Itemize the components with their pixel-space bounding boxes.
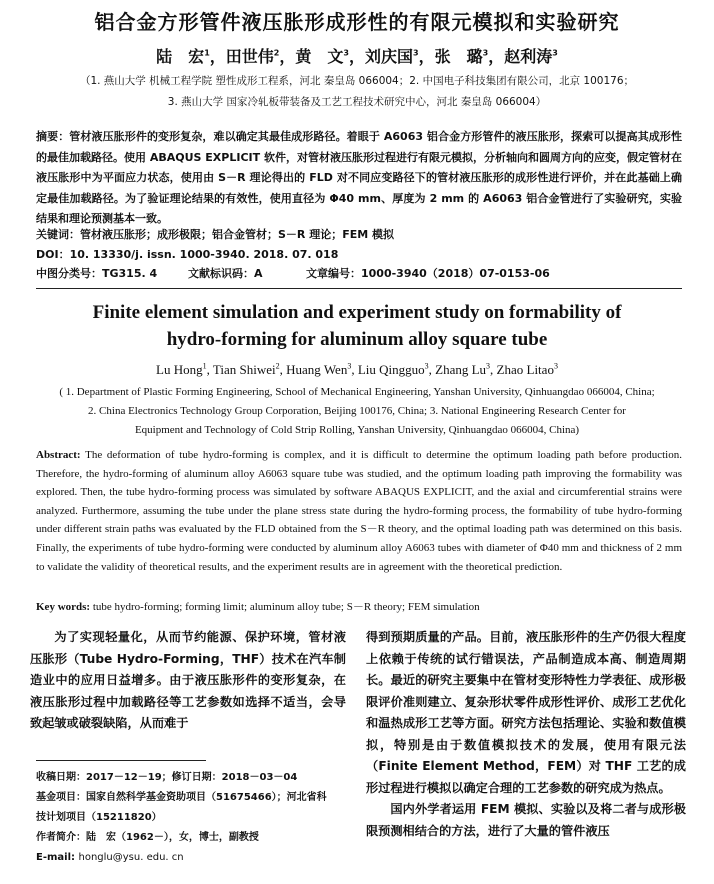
body-paragraph: 国内外学者运用 FEM 模拟、实验以及将二者与成形极限预测相结合的方法，进行了大量的管件液压 xyxy=(366,802,686,838)
author-affiliation-mark: 3 xyxy=(482,48,489,58)
en-abstract xyxy=(36,446,682,576)
footnote-divider xyxy=(36,760,206,761)
cn-keywords-label: 关键词： xyxy=(36,228,80,241)
footnote-email: honglu@ysu. edu. cn xyxy=(78,852,184,863)
cn-keywords-text: 管材液压胀形；成形极限；铝合金管材；S－R 理论；FEM 模拟 xyxy=(80,228,395,241)
author-separator: , xyxy=(351,362,358,377)
author-name: 黄 文 xyxy=(295,47,344,66)
author-name: 陆 宏 xyxy=(156,47,205,66)
cn-affiliation-line1: （1. 燕山大学 机械工程学院 塑性成形工程系，河北 秦皇岛 066004；2. 中国电子科技集团有限公司，北京 100176； xyxy=(79,75,635,87)
footnote-fund-line1: 基金项目：国家自然科学基金资助项目（51675466）；河北省科 xyxy=(36,792,327,803)
cn-abstract-text: 管材液压胀形件的变形复杂，难以确定其最佳成形路径。着眼于 A6063 铝合金方形管件的液压胀形，探索可以提高其成形性的最佳加载路径。使用 ABAQUS EXPLICIT 软件，对管材液压胀形过程进行有限元模拟，分析轴向和圆周方向的应变，假定管材在液压胀形中为平面应力状态，使用由 S－R 理论得出的 FLD 对不同应变路径下的管材液压胀形的成形性进行评价，并在此基础上确定最佳加载路径。为了验证理论结果的有效性，使用直径为 Φ40 mm、厚度为 2 mm 的 A6063 铝合金管进行了实验研究，实验结果和理论预测基本一致。 xyxy=(36,130,682,225)
author-separator: , xyxy=(490,362,497,377)
footnote-fund-line2: 技计划项目（15211820） xyxy=(36,812,162,823)
author-separator: ， xyxy=(348,47,365,66)
author-affiliation-mark: 3 xyxy=(343,48,349,58)
document-code: 文献标识码：A xyxy=(188,267,263,280)
author-affiliation-mark: 2 xyxy=(273,48,280,58)
author-affiliation-mark: 3 xyxy=(486,361,491,371)
author-name: Liu Qingguo xyxy=(357,362,425,377)
cn-keywords xyxy=(36,226,394,242)
en-title-line2: hydro-forming for aluminum alloy square tube xyxy=(166,329,548,350)
author-affiliation-mark: 1 xyxy=(204,48,210,58)
en-abstract-label: Abstract: xyxy=(36,449,81,461)
author-affiliation-mark: 3 xyxy=(413,48,419,58)
clc-number: 中图分类号：TG315. 4 xyxy=(36,267,158,280)
author-separator: , xyxy=(428,362,436,377)
doi: DOI：10. 13330/j. issn. 1000-3940. 2018. 07. 018 xyxy=(36,248,339,261)
en-affiliation-line1: ( 1. Department of Plastic Forming Engineering, School of Mechanical Engineering, Yanshan University, Qinhuangdao 066004, China; xyxy=(59,386,655,398)
author-separator: ， xyxy=(209,47,226,66)
cn-abstract-label: 摘要： xyxy=(36,130,70,143)
author-name: Tian Shiwei xyxy=(212,362,276,377)
author-affiliation-mark: 1 xyxy=(202,361,207,371)
cn-authors xyxy=(0,44,714,67)
author-name: Lu Hong xyxy=(156,362,203,377)
cn-abstract xyxy=(36,127,682,230)
article-number: 文章编号：1000-3940（2018）07-0153-06 xyxy=(306,267,550,280)
en-keywords xyxy=(36,598,682,617)
en-abstract-text: The deformation of tube hydro-forming is complex, and it is difficult to determine the optimum loading path before production. Therefore, the hydro-forming of aluminum alloy A6063 square tube was studied, and the optimum loading path improving the formability was explored. Then, the tube hydro-forming process was simulated by software ABAQUS EXPLICIT, and the axial and circumferential strains were analyzed. Furthermore, assuming the tube under the plane stress state during the hydro-forming process, the formability of tube hydro-forming under different strain paths was evaluated by the FLD obtained from the S－R theory, and the optimal loading path was determined on this basis. Finally, the experiments of tube hydro-forming were conducted by aluminum alloy A6063 tubes with diameter of Φ40 mm and thickness of 2 mm to validate the validity of theoretical results, and the experiment results are in agreement with the theoretical prediction. xyxy=(36,449,682,573)
author-name: Zhao Litao xyxy=(496,362,554,377)
author-affiliation-mark: 3 xyxy=(424,361,429,371)
author-affiliation-mark: 3 xyxy=(552,48,558,58)
author-affiliation-mark: 2 xyxy=(275,361,280,371)
footnote-author: 作者简介：陆 宏（1962－），女，博士，副教授 xyxy=(36,832,259,843)
section-divider xyxy=(36,288,682,289)
body-paragraph: 为了实现轻量化，从而节约能源、保护环境，管材液压胀形（Tube Hydro-Forming，THF）技术在汽车制造业中的应用日益增多。由于液压胀形件的变形复杂，在液压胀形过程中加载路径等工艺参数如选择不适当，会导致起皱或破裂缺陷，从而难于 xyxy=(30,630,346,730)
en-keywords-text: tube hydro-forming; forming limit; aluminum alloy tube; S－R theory; FEM simulation xyxy=(92,601,480,613)
footnote-received: 收稿日期：2017－12－19；修订日期：2018－03－04 xyxy=(36,772,298,783)
en-title-line1: Finite element simulation and experiment study on formability of xyxy=(92,302,622,323)
body-right-column xyxy=(366,627,686,842)
author-name: 张 璐 xyxy=(434,47,483,66)
author-separator: , xyxy=(279,362,287,377)
cn-title: 铝合金方形管件液压胀形成形性的有限元模拟和实验研究 xyxy=(94,10,620,34)
body-paragraph: 得到预期质量的产品。目前，液压胀形件的生产仍很大程度上依赖于传统的试行错误法，产品制造成本高、制造周期长。最近的研究主要集中在管材变形特性力学表征、成形极限评价准则建立、复杂形状零件成形性评价、成形工艺优化和温热成形工艺等方面。研究方法包括理论、实验和数值模拟，特别是由于数值模拟技术的发展，使用有限元法（Finite Element Method，FEM）对 THF 工艺的成形过程进行模拟以确定合理的工艺参数的研究成为热点。 xyxy=(366,630,686,795)
author-name: Zhang Lu xyxy=(435,362,487,377)
en-keywords-label: Key words: xyxy=(36,601,91,613)
en-authors xyxy=(0,362,714,378)
author-separator: ， xyxy=(418,47,435,66)
author-name: 赵利涛 xyxy=(504,47,553,66)
en-affiliation-line3: Equipment and Technology of Cold Strip Rolling, Yanshan University, Qinhuangdao 066004, China) xyxy=(134,424,580,436)
en-affiliation-line2: 2. China Electronics Technology Group Corporation, Beijing 100176, China; 3. National Engineering Research Center for xyxy=(88,405,626,417)
author-name: Huang Wen xyxy=(286,362,348,377)
author-separator: ， xyxy=(279,47,296,66)
cn-affiliation-line2: 3. 燕山大学 国家冷轧板带装备及工艺工程技术研究中心，河北 秦皇岛 066004） xyxy=(167,96,547,108)
author-separator: , xyxy=(206,362,213,377)
author-affiliation-mark: 3 xyxy=(553,361,558,371)
author-name: 田世伟 xyxy=(225,47,274,66)
author-name: 刘庆国 xyxy=(365,47,414,66)
author-separator: ， xyxy=(488,47,505,66)
footnote xyxy=(36,768,346,868)
footnote-email-label: E-mail: xyxy=(36,852,76,863)
author-affiliation-mark: 3 xyxy=(347,361,352,371)
body-left-column xyxy=(30,627,346,735)
